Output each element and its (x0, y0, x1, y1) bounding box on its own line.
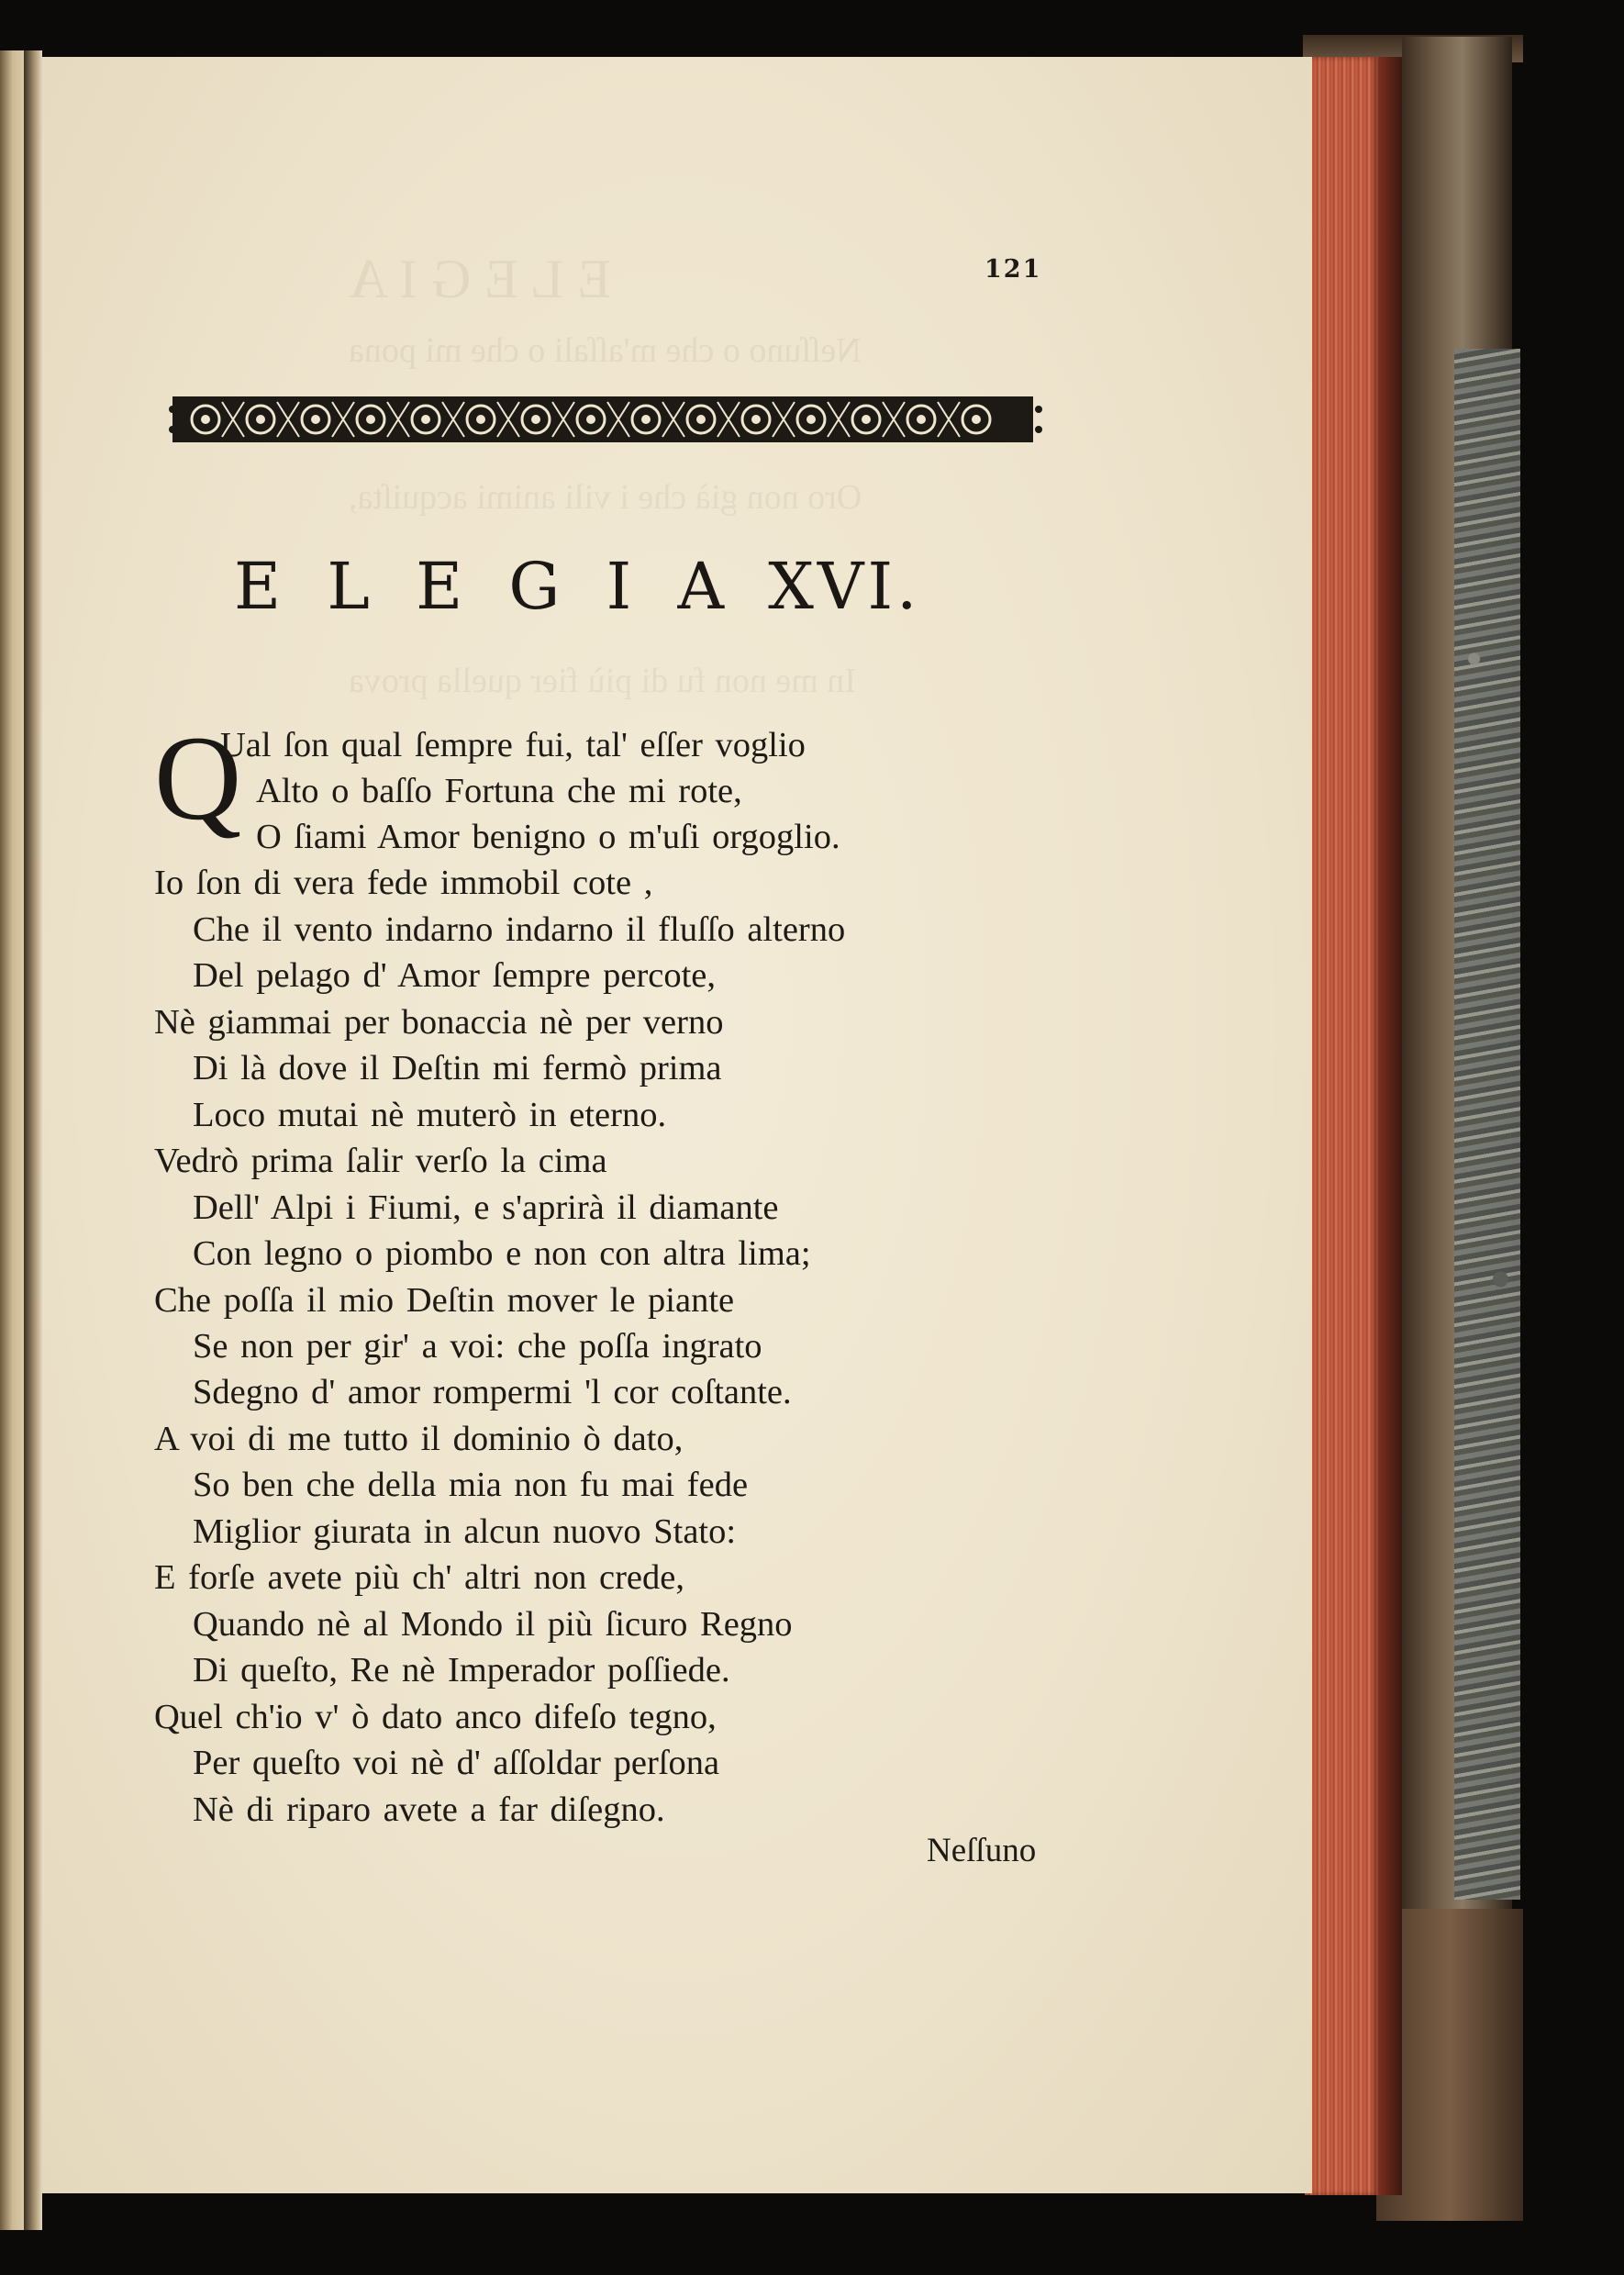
poem-line: Se non per gir' a voi: che poſſa ingrato (193, 1327, 762, 1366)
poem-line: Di là dove il Deſtin mi fermò prima (193, 1049, 722, 1087)
poem-line: Per queſto voi nè d' aſſoldar perſona (193, 1744, 720, 1782)
poem-line: Che poſſa il mio Deſtin mover le piante (154, 1281, 735, 1320)
fore-edge-shadow (1378, 57, 1402, 2195)
poem-line: A voi di me tutto il dominio ò dato, (154, 1420, 684, 1458)
drop-cap: Q (154, 710, 242, 845)
poem-line: Con legno o piombo e non con altra lima; (193, 1234, 811, 1273)
poem-line: Nè giammai per bonaccia nè per verno (154, 1003, 724, 1042)
poem-line: Miglior giurata in alcun nuovo Stato: (193, 1512, 737, 1551)
show-through-heading: E L E G I A (349, 249, 612, 309)
poem-line: Io ſon di vera fede immobil cote , (154, 864, 653, 902)
poem-line: Dell' Alpi i Fiumi, e s'aprirà il diamante (193, 1188, 779, 1227)
title-word: E L E G I A (234, 549, 738, 624)
show-through-line: Oro non già che i vili animi acquiſta, (349, 478, 862, 517)
poem-line: Quel ch'io v' ò dato anco difeſo tegno, (154, 1698, 717, 1736)
marbled-cover (1454, 349, 1520, 1900)
poem-line: Alto o baſſo Fortuna che mi rote, (256, 772, 742, 810)
red-fore-edge (1305, 57, 1378, 2195)
title-numeral: XVI. (768, 549, 921, 624)
show-through-line: Neſſuno o che m'aſſali o che mi pona (349, 331, 862, 370)
show-through-line: In me non fu di più fier quella prova (349, 662, 856, 700)
poem-line: E forſe avete più ch' altri non crede, (154, 1558, 684, 1597)
poem-line: Loco mutai nè muterò in eterno. (193, 1096, 667, 1134)
poem-line: Che il vento indarno indarno il fluſſo alterno (193, 910, 846, 949)
poem-line: Nè di riparo avete a far diſegno. (193, 1790, 665, 1829)
poem-line: O ſiami Amor benigno o m'uſi orgoglio. (256, 818, 840, 856)
poem-line: Del pelago d' Amor ſempre percote, (193, 956, 717, 995)
poem-line: So ben che della mia non fu mai fede (193, 1466, 749, 1504)
catchword: Neſſuno (927, 1832, 1037, 1869)
page-number: 121 (984, 255, 1042, 284)
poem-line: Ual ſon qual ſempre fui, tal' eſſer voglio (220, 726, 806, 764)
poem-line: Sdegno d' amor rompermi 'l cor coſtante. (193, 1373, 792, 1411)
poem-line: Di queſto, Re nè Imperador poſſiede. (193, 1651, 730, 1690)
poem-line: Vedrò prima ſalir verſo la cima (154, 1142, 607, 1180)
poem-line: Quando nè al Mondo il più ſicuro Regno (193, 1605, 793, 1644)
